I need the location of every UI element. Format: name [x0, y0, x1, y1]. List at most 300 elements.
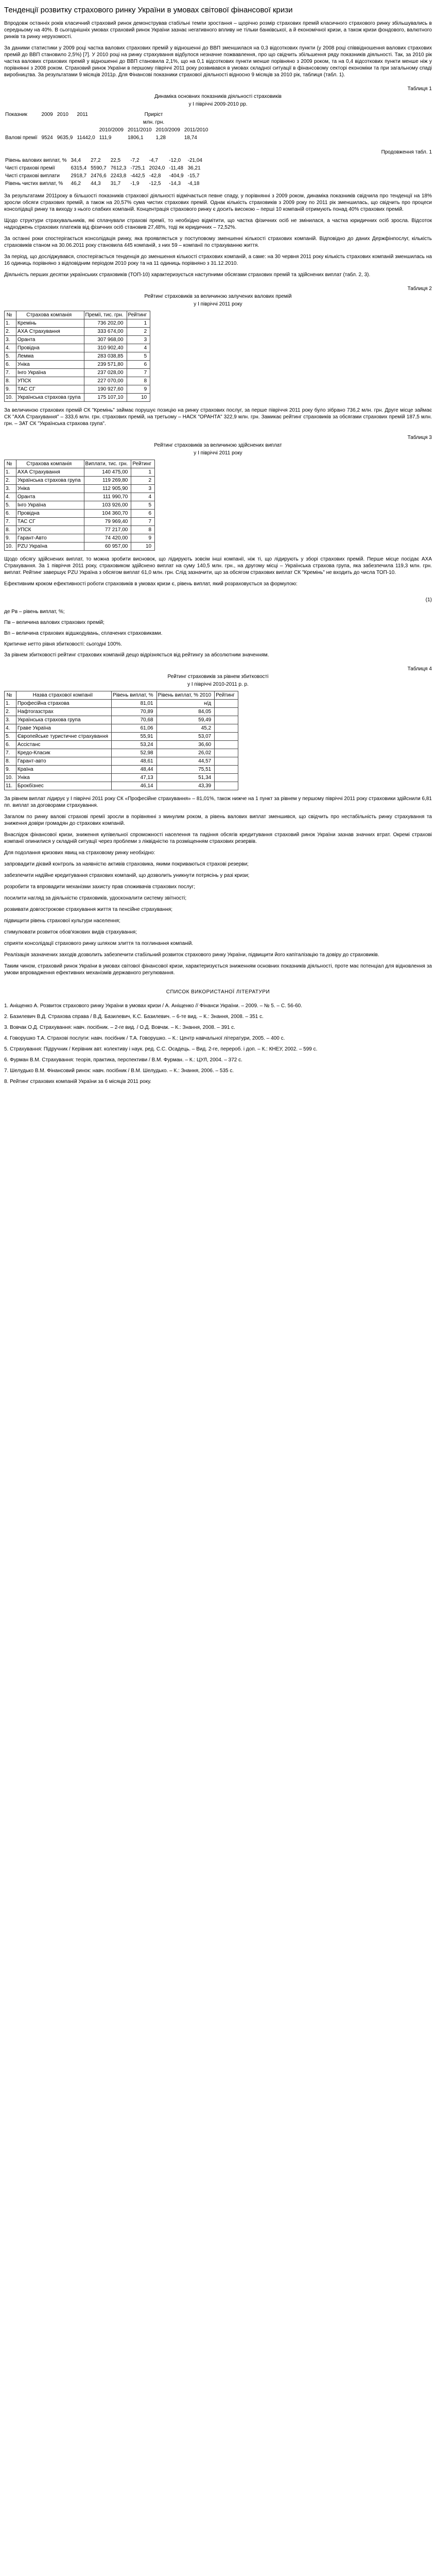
table-row [5, 369, 150, 377]
note: Критичне нетто рівня збитковості: сьогодні 100%. [4, 641, 122, 647]
paragraph: Щодо обсягу здійснених виплат, то можна зробити висновок, що лідирують зовсім інші компанії, ніж ті, що лідирують у зборі страхових премій. Перше місце посідає АХА Страхування. За 1 півріччя 2011 року, страховиком здійснено виплат на суму 140,5 млн. грн., на другому місці – Українська страхова група, яка забезпечила 119,3 млн. грн. виплат. Рейтинг завершує PZU Україна з обсягом виплат 61,0 млн. грн. Слід зазначити, що за обсягом страхових виплат СК "Кремінь" не входить до числа ТОП-10. [4, 556, 432, 575]
table-cell: Уніка [16, 361, 84, 369]
table-3 [4, 460, 155, 551]
bibliography-list [4, 1003, 432, 1085]
table-row [5, 468, 155, 477]
table-caption: Рейтинг страховиків за рівнем збитковості [167, 674, 269, 680]
table-header-row [5, 691, 238, 700]
paragraph: Впродовж останніх років класичний страховий ринок демонстрував стабільні темпи зростання – щорічно розмір страхових премій класичного страхового ринку збільшувались в середньому на 40%. В сьогоднішніх умовах страховий ринок України зазнає негативного впливу не тільки банківської, а й економічної кризи, а також кризи фондового, валютного ринків та ринку нерухомості. [4, 21, 432, 40]
table-cell: 2. [5, 328, 16, 336]
table-cell [215, 716, 238, 724]
table-cell: 9524 [41, 135, 53, 141]
table-cell [215, 700, 238, 708]
table-cell: 333 674,00 [84, 328, 127, 336]
table-row [5, 782, 238, 790]
table-cell: Нафтогазстрах [16, 708, 111, 716]
paragraph: Загалом по ринку валові страхові премії зросли в порівнянні з минулим роком, а рівень валових виплат зменшився, що свідчить про нестабільність ринку страхування та зниження довіри громадян до страхових компаній. [4, 814, 432, 826]
table-cell: 3 [127, 336, 150, 344]
table-cell: 5 [127, 352, 150, 361]
article [0, 0, 436, 1093]
table-cell: 7612,3 [110, 165, 127, 171]
table-cell: 77 217,00 [84, 526, 131, 534]
table-cell: 175 107,10 [84, 394, 127, 402]
table-cell: Чисті страхові виплати [5, 173, 60, 179]
table-caption: Рейтинг страховиків за величиною здійснених виплат [154, 443, 282, 448]
paragraph: сприяти консолідації страхового ринку шляхом злиття та поглинання компаній. [4, 941, 194, 946]
table-cell: 4 [127, 344, 150, 352]
table-cell [215, 766, 238, 774]
table-header-cell: Приріст [144, 112, 163, 117]
table-cell: Гравe Україна [16, 724, 111, 733]
table-cell: 47,13 [112, 774, 157, 782]
table-cell: -4,18 [187, 181, 200, 187]
table-cell: Кремінь [16, 319, 84, 328]
table-cell: 48,44 [112, 766, 157, 774]
table-cell: -11,48 [169, 165, 183, 171]
table-cell: 11442,0 [77, 135, 95, 141]
article-title: Тенденції розвитку страхового ринку України в умовах світової фінансової кризи [4, 6, 293, 14]
table-cell [215, 741, 238, 749]
table-cell: Українська страхова група [16, 716, 111, 724]
table-cell: 2476,6 [91, 173, 107, 179]
table-cell: -1,9 [130, 181, 139, 187]
table-cell: Брокбізнес [16, 782, 111, 790]
table-header-cell: Рейтинг [127, 311, 150, 319]
table-cell: 8. [5, 526, 16, 534]
table-cell: 44,57 [156, 757, 215, 766]
table-header-row [4, 118, 211, 126]
table-cell: Оранта [16, 493, 84, 501]
table-cell: -15,7 [187, 173, 200, 179]
table-cell: АХА Страхування [16, 468, 84, 477]
table-cell: 59,49 [156, 716, 215, 724]
table-header-cell: Рейтинг [131, 460, 155, 468]
paragraph: За даними статистики у 2009 році частка валових страхових премій у відношенні до ВВП зменшилася на 0,3 відсоткових пункти (у 2008 році співвідношення валових страхових премій до ВВП становило 2,5%) [7]. У 2010 році на ринку страхування відбулося незначне пожвавлення, про що свідчить збільшення ряду показників діяльності. Так, за 2010 рік частка валових страхових премій у відношенні до ВВП становила 2,1%, що на 0,1 відсоткових пункти менше порівняно з 2009 роком, та на 0,4 відсоткових пункти менше ніж у порівнянні з 2008 роком. Страховий ринок України в першому півріччі 2011 року розвивався в умовах складної ситуації в фінансовому секторі економіки та при загальному спаді виробництва. За результатами 9 місяців 2011р. Для Фінансові показники страхової діяльності відносно 9 місяців за 2010 рік, таблиця (табл. 1). [4, 45, 432, 78]
note: Вп – величина страхових відшкодувань, сплачених страховиками. [4, 631, 163, 636]
table-cell: 44,3 [91, 181, 101, 187]
table-header-cell: Рівень виплат, % 2010 [156, 691, 215, 700]
table-cell: -42,8 [149, 173, 161, 179]
table-cell: 3. [5, 336, 16, 344]
table-cell: 9 [127, 385, 150, 394]
table-cell: 140 475,00 [84, 468, 131, 477]
table-row [5, 774, 238, 782]
table-label: Таблиця 4 [407, 666, 432, 672]
table-subcaption: у I півріччі 2010-2011 р. р. [187, 682, 249, 687]
table-cell: 1,28 [155, 135, 166, 141]
table-header-cell: млн. грн. [143, 120, 165, 125]
table-cell: 307 968,00 [84, 336, 127, 344]
table-cell: 4. [5, 724, 16, 733]
table-row [5, 534, 155, 543]
table-header-cell: № [5, 460, 16, 468]
table-cell: 55,91 [112, 733, 157, 741]
table-row [5, 757, 238, 766]
table-header-cell: № [5, 311, 16, 319]
table-cell: 53,24 [112, 741, 157, 749]
table-cell: 48,61 [112, 757, 157, 766]
table-row [5, 526, 155, 534]
table-row [5, 319, 150, 328]
table-cell: 1. [5, 700, 16, 708]
table-cell: 4. [5, 344, 16, 352]
table-cell: 10. [5, 543, 16, 551]
reference-item: 7. Шелудько В.М. Фінансовий ринок: навч. посібник / В.М. Шелудько. – К.: Знання, 2006. – 535 с. [4, 1068, 234, 1074]
paragraph: запровадити дієвий контроль за наявністю активів страховика, якими покриваються страхові резерви; [4, 861, 249, 867]
table-cell: 9. [5, 385, 16, 394]
table-cell: 2243,8 [110, 173, 127, 179]
table-cell: 104 360,70 [84, 510, 131, 518]
table-cell: 70,68 [112, 716, 157, 724]
table-cell: -404,9 [169, 173, 184, 179]
table-cell: 310 902,40 [84, 344, 127, 352]
table-1-continued [4, 157, 205, 188]
table-cell: 26,02 [156, 749, 215, 757]
paragraph: Таким чином, страховий ринок України в умовах світової фінансової кризи, характеризується зниженням основних показників діяльності, проте має потенціал для відновлення за умови впровадження ефективних механізмів державного регулювання. [4, 963, 432, 976]
table-header-cell: 2009 [41, 112, 53, 117]
table-cell: 9635,9 [57, 135, 73, 141]
table-row [5, 485, 155, 493]
table-cell: 5590,7 [91, 165, 107, 171]
table-cell: 22,5 [110, 158, 121, 163]
table-cell: 36,21 [187, 165, 201, 171]
paragraph: розробити та впровадити механізми захисту прав споживачів страхових послуг; [4, 884, 196, 890]
table-row [5, 344, 150, 352]
table-row [4, 164, 205, 172]
table-cell: 60 957,00 [84, 543, 131, 551]
table-subcaption: у I півріччі 2011 року [194, 450, 242, 456]
table-cell: 10. [5, 394, 16, 402]
table-cell: Уніка [16, 774, 111, 782]
table-cell: 4 [131, 493, 155, 501]
table-cell: Валові премії [5, 135, 38, 141]
formula-notes [4, 608, 432, 658]
paragraph: За результатами 2011року в більшості показників страхової діяльності відмічається певне спаду, у порівнянні з 2009 роком, динаміка показників свідчила про тенденції на 18% зросли обсяги страхових премій, а також на 20,57% сума чистих страхових премій. Однак кількість страховиків з 2009 року по 2011 рік зменшилась, що свідчить про процеси консолідації ринку та виходу з нього слабких компаній. Концентрація страхового ринку є досить високою – перші 10 компаній отримують понад 40% страхових премій. [4, 193, 432, 212]
paragraph: За величиною страхових премій СК "Кремінь" займає порушує позицію на ринку страхових послуг, за перше півріччя 2011 року було зібрано 736,2 млн. грн. Друге місце займає СК "АХА Страхування" – 333,6 млн. грн. страхових премій, на третьому – НАСК "ОРАНТА" 322,9 млн. грн. Замикає рейтинг страховиків за обсягами страхових премій 187,5 млн. грн. – ЗАТ СК "Українська страхова група". [4, 408, 432, 427]
table-cell: 112 905,90 [84, 485, 131, 493]
table-cell: Рівень чистих виплат, % [5, 181, 63, 187]
paragraph: Діяльність перших десятки українських страховиків (ТОП-10) характеризується наступними обсягами страхових премій та здійснених виплат (табл. 2, 3). [4, 272, 371, 278]
table-cell: Інго Україна [16, 501, 84, 510]
table-header-cell: № [5, 691, 16, 700]
table-row [5, 724, 238, 733]
table-body [5, 468, 155, 551]
table-cell: 8 [131, 526, 155, 534]
table-cell: 8. [5, 757, 16, 766]
table-cell: 736 202,00 [84, 319, 127, 328]
paragraph: стимулювати розвиток обов'язкових видів страхування; [4, 929, 137, 935]
table-cell: PZU Україна [16, 543, 84, 551]
paragraph: За період, що досліджувався, спостерігається тенденція до зменшення кількості страхових компаній, а саме: на 30 червня 2011 року кількість страхових компаній зменшилась на 16 одиниць порівняно з відповідним періодом 2010 року та на 11 одиниць порівняно з 31.12.2010. [4, 254, 432, 266]
table-cell: 2. [5, 477, 16, 485]
intro-section [4, 20, 432, 78]
table-cell: 79 969,40 [84, 518, 131, 526]
table-cell: 111 990,70 [84, 493, 131, 501]
table-cell: 31,7 [110, 181, 121, 187]
table-cell: 7 [131, 518, 155, 526]
table-cell: УПСК [16, 377, 84, 385]
reference-item: 8. Рейтинг страхових компаній України за 6 місяців 2011 року. [4, 1079, 152, 1084]
table-row [5, 741, 238, 749]
table-cell: -442,5 [130, 173, 145, 179]
table-cell: 2. [5, 708, 16, 716]
table-row [5, 749, 238, 757]
table-cell [215, 782, 238, 790]
table-cell: 8 [127, 377, 150, 385]
table-cell: -725,1 [130, 165, 145, 171]
table-body [5, 319, 150, 402]
paragraph: Реалізація зазначених заходів дозволить забезпечити стабільний розвиток страхового ринку України, підвищити його капіталізацію та довіру до страховиків. [4, 952, 379, 958]
table-cell: 9 [131, 534, 155, 543]
table-row [5, 477, 155, 485]
reference-item: 5. Страхування: Підручник / Керівник авт. колективу і наук. ред. С.С. Осадець. – Вид. 2-ге, перероб. і доп. – К.: КНЕУ, 2002. – 599 с. [4, 1046, 318, 1052]
table-row [5, 518, 155, 526]
table-cell [215, 757, 238, 766]
table-row [5, 328, 150, 336]
conclusion-section [4, 795, 432, 976]
table-cell: 7. [5, 369, 16, 377]
table-cell: 6 [131, 510, 155, 518]
table-cell: Українська страхова група [16, 477, 84, 485]
table-row [5, 385, 150, 394]
table-body [5, 700, 238, 790]
table-cell: 43,39 [156, 782, 215, 790]
table-cell: 3 [131, 485, 155, 493]
table-row [5, 716, 238, 724]
table-row [5, 394, 150, 402]
table-header-cell: Страхова компанія [16, 311, 84, 319]
table-cell: Провідна [16, 344, 84, 352]
table-label: Таблиця 3 [407, 435, 432, 440]
table-row [5, 733, 238, 741]
table-cell: 46,2 [71, 181, 81, 187]
table-row [5, 361, 150, 369]
paragraph: Щодо структури страхувальників, які сплачували страхові премії, то необхідно відмітити, що частка фізичних осіб не змінилася, а частка юридичних осіб зросла. Відсоток надходжень страхових платежів від фізичних осіб становив 27,48%, тоді як юридичних – 72,52%. [4, 218, 432, 230]
paragraph: Внаслідок фінансової кризи, зниження купівельної спроможності населення та падіння обсягів кредитування страховий ринок України зазнав значних втрат. Окремі страхові компанії опинилися у складній ситуації через проблеми з ліквідністю та розміщенням страхових резервів. [4, 832, 432, 844]
table-cell: -14,3 [169, 181, 181, 187]
table-cell: 227 070,00 [84, 377, 127, 385]
table-cell: 1. [5, 319, 16, 328]
paragraph: забезпечити надійне кредитування страхових компаній, що дозволить уникнути потрясінь у разі кризи; [4, 873, 250, 878]
table-row [5, 708, 238, 716]
table-header-row [4, 126, 211, 134]
table-row [5, 766, 238, 774]
table-cell: Рівень валових виплат, % [5, 158, 67, 163]
table-row [5, 493, 155, 501]
table-cell: 190 927,60 [84, 385, 127, 394]
reference-item: 6. Фурман В.М. Страхування: теорія, практика, перспективи / В.М. Фурман. – К.: ЦУЛ, 2004. – 372 с. [4, 1057, 242, 1063]
table-row [5, 336, 150, 344]
table-cell: Кредо-Класик [16, 749, 111, 757]
table-cell: 53,07 [156, 733, 215, 741]
table-4 [4, 691, 238, 790]
table-cell: Оранта [16, 336, 84, 344]
table-cell: 51,34 [156, 774, 215, 782]
paragraph: За рівнем виплат лідирує у І півріччі 2011 року СК «Професійне страхування» – 81,01%, також нижче на 1 пункт за рівнем у першому півріччі 2011 року страховики здійснили 6,81 пп. виплат за договорами страхування. [4, 796, 432, 808]
table-cell [215, 733, 238, 741]
table-cell: Професійна страхова [16, 700, 111, 708]
table-row [5, 377, 150, 385]
table-cell: 1806,1 [128, 135, 144, 141]
table-cell: 7. [5, 518, 16, 526]
table-header-cell: 2010 [57, 112, 68, 117]
table-cell: 2918,7 [71, 173, 87, 179]
reference-item: 3. Вовчак О.Д. Страхування: навч. посібник. – 2-ге вид. / О.Д. Вовчак. – К.: Знання, 2008. – 391 с. [4, 1025, 235, 1030]
table-cell: Чисті страхові премії [5, 165, 55, 171]
table-cell: 1 [127, 319, 150, 328]
table-row [5, 501, 155, 510]
table-caption: Динаміка основних показників діяльності страховиків [154, 94, 282, 99]
table-cell: 1 [131, 468, 155, 477]
table-cell: 75,51 [156, 766, 215, 774]
table-row [4, 172, 205, 180]
table-cell: 2 [127, 328, 150, 336]
table-cell: 239 571,80 [84, 361, 127, 369]
table-cell: 10 [127, 394, 150, 402]
formula-number: (1) [425, 597, 432, 603]
table-cell: 46,14 [112, 782, 157, 790]
paragraph: посилити нагляд за діяльністю страховиків, удосконалити систему звітності; [4, 895, 187, 901]
table-cell: 5. [5, 501, 16, 510]
table-subcaption: у I півріччі 2011 року [194, 301, 242, 307]
table-row [4, 180, 205, 188]
table-cell: 81,01 [112, 700, 157, 708]
table-1 [4, 111, 211, 142]
table-cell: Країна [16, 766, 111, 774]
table-cell: Інго Україна [16, 369, 84, 377]
table-cell: 119 269,80 [84, 477, 131, 485]
table-subcaption: у I півріччі 2009-2010 рр. [188, 101, 248, 107]
table-cell: 3. [5, 716, 16, 724]
table-cell [215, 774, 238, 782]
table-empty-cell [4, 126, 98, 134]
table-cell: ТАС СГ [16, 385, 84, 394]
table-cell: 8. [5, 377, 16, 385]
table-cell: 27,2 [91, 158, 101, 163]
table-header-cell: 2011/2010 [128, 127, 152, 133]
table-cell: Провідна [16, 510, 84, 518]
table-caption: Рейтинг страховиків за величиною залучених валових премій [144, 294, 292, 299]
paragraph: розвивати довгострокове страхування життя та пенсійне страхування; [4, 907, 172, 912]
table-cell: -12,5 [149, 181, 161, 187]
table-label: Таблиця 1 [407, 86, 432, 92]
table-cell: 45,2 [156, 724, 215, 733]
table-header-row [5, 460, 155, 468]
table-cell: 74 420,00 [84, 534, 131, 543]
reference-item: 2. Базилевич В.Д. Страхова справа / В.Д. Базилевич, К.С. Базилевич. – 6-те вид. – К.: Знання, 2008. – 351 с. [4, 1014, 264, 1020]
table-cell: Лемма [16, 352, 84, 361]
table-cell: 7. [5, 749, 16, 757]
note: де Рв – рівень виплат, %; [4, 609, 65, 615]
table-cell: 4. [5, 493, 16, 501]
table-header-cell: Показник [5, 112, 27, 117]
table-cell: н/д [156, 700, 215, 708]
table-cell: УПСК [16, 526, 84, 534]
table-header-cell: Рівень виплат, % [112, 691, 157, 700]
note: Пв – величина валових страхових премій; [4, 620, 104, 625]
table-cell: 70,89 [112, 708, 157, 716]
table-cell: 9. [5, 766, 16, 774]
table-cell: 6315,4 [71, 165, 87, 171]
table-cell: 5. [5, 352, 16, 361]
table-cell: 7 [127, 369, 150, 377]
table-row [5, 700, 238, 708]
table-row [4, 157, 205, 164]
paragraph: Для подолання кризових явищ на страховому ринку необхідно: [4, 850, 155, 856]
table-header-cell: Рейтинг [215, 691, 238, 700]
table-cell: 6. [5, 361, 16, 369]
table-cell: Українська страхова група [16, 394, 84, 402]
reference-item: 1. Аніщенко А. Розвиток страхового ринку України в умовах кризи / А. Аніщенко // Фінанси України. – 2009. – № 5. – С. 56-60. [4, 1003, 303, 1009]
table-cell: ТАС СГ [16, 518, 84, 526]
table-row [5, 510, 155, 518]
paragraph: Ефективним кроком ефективності роботи страховиків в умовах кризи є, рівень виплат, який розраховується за формулою: [4, 581, 298, 587]
table-cell: 283 038,85 [84, 352, 127, 361]
table-cell: 11. [5, 782, 16, 790]
table-cell: 6. [5, 741, 16, 749]
table-cell: 84,05 [156, 708, 215, 716]
table-cell: 18,74 [184, 135, 197, 141]
table-header-cell: 2010/2009 [99, 127, 124, 133]
table-row [5, 543, 155, 551]
table-cell: -4,7 [149, 158, 158, 163]
table-cell: 1. [5, 468, 16, 477]
table-cell: 5 [131, 501, 155, 510]
table-cell: 36,60 [156, 741, 215, 749]
table-label: Таблиця 2 [407, 286, 432, 292]
table-cell: Гарант-Авто [16, 534, 84, 543]
table-cell [215, 724, 238, 733]
table-cell: 6 [127, 361, 150, 369]
table-cell: Європейське туристичне страхування [16, 733, 111, 741]
table-cell: 6. [5, 510, 16, 518]
table-cell: 2024,0 [149, 165, 165, 171]
table-cell: 111,9 [99, 135, 112, 141]
paragraph: За останні роки спостерігається консолідація ринку, яка проявляється у поступовому зменшенні кількості страхових компаній. Відповідно до даних Держфінпослуг, кількість страховиків станом на 30.06.2011 року становила 445 компаній, з них 59 – компанії по страхуванню життя. [4, 236, 432, 248]
table-header-cell: 2011 [77, 112, 88, 117]
table-cell: 34,4 [71, 158, 81, 163]
table-cell: -7,2 [130, 158, 139, 163]
bibliography-title: СПИСОК ВИКОРИСТАНОЇ ЛІТЕРАТУРИ [166, 989, 270, 995]
table-cell: 3. [5, 485, 16, 493]
table-header-cell: Страхова компанія [16, 460, 84, 468]
table-header-cell: Виплати, тис. грн. [84, 460, 131, 468]
table-cell: АХА Страхування [16, 328, 84, 336]
table-cell: 9. [5, 534, 16, 543]
table-cell [215, 749, 238, 757]
table-cell: Уніка [16, 485, 84, 493]
table-cell: 10. [5, 774, 16, 782]
note: За рівнем збитковості рейтинг страхових компаній дещо відрізняється від рейтингу за абсолютним значенням. [4, 652, 269, 658]
table-cell: 10 [131, 543, 155, 551]
analysis-section [4, 193, 432, 278]
table-cell: Ассістанс [16, 741, 111, 749]
table-cell: 237 028,00 [84, 369, 127, 377]
table-cell [215, 708, 238, 716]
reference-item: 4. Говорушко Т.А. Страхові послуги: навч. посібник / Т.А. Говорушко. – К.: Центр навчальної літератури, 2005. – 400 с. [4, 1036, 285, 1041]
table-cell: 103 926,00 [84, 501, 131, 510]
table-cell: 61,06 [112, 724, 157, 733]
table-header-row [4, 111, 211, 118]
table-cell: Гарант-авто [16, 757, 111, 766]
table-cell: 2 [131, 477, 155, 485]
table-header-cell: Премії, тис. грн. [84, 311, 127, 319]
table-cell: 52,98 [112, 749, 157, 757]
table-header-cell: 2011/2010 [184, 127, 208, 133]
table-2 [4, 311, 150, 402]
table-cell: 5. [5, 733, 16, 741]
table-header-cell: Назва страхової компанії [16, 691, 111, 700]
